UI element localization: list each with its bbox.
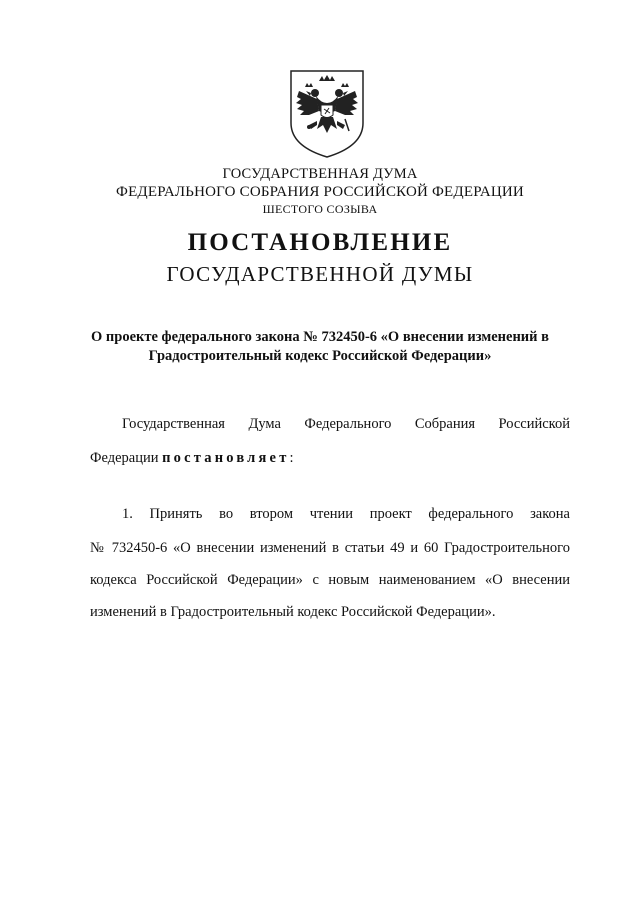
header-line-duma: ГОСУДАРСТВЕННАЯ ДУМА (222, 166, 418, 182)
item1-line-3 (90, 572, 570, 589)
item1-text-3: кодекса Российской Федерации» с новым наименованием «О внесении (90, 572, 570, 588)
resolves-word: постановляет (162, 450, 290, 466)
subject-line-2: Градостроительный кодекс Российской Федерации» (148, 348, 492, 364)
preamble-federation: Федерации (90, 450, 159, 466)
document-subtitle: ГОСУДАРСТВЕННОЙ ДУМЫ (166, 262, 474, 286)
document-title: ПОСТАНОВЛЕНИЕ (187, 229, 453, 256)
header-line-federal-assembly: ФЕДЕРАЛЬНОГО СОБРАНИЯ РОССИЙСКОЙ ФЕДЕРАЦИИ (116, 184, 524, 200)
item1-text-1: 1. Принять во втором чтении проект федерального закона (122, 506, 570, 522)
item1-line-1 (122, 506, 570, 523)
header-line-convocation: ШЕСТОГО СОЗЫВА (262, 202, 378, 216)
subject-line-1: О проекте федерального закона № 732450-6 «О внесении изменений в (91, 329, 549, 345)
item1-text-4: изменений в Градостроительный кодекс Российской Федерации». (90, 604, 496, 620)
item1-text-2: № 732450-6 «О внесении изменений в статьи 49 и 60 Градостроительного (90, 540, 570, 556)
preamble-line-1 (122, 416, 570, 433)
item1-line-4 (90, 604, 570, 621)
preamble-colon: : (289, 450, 294, 466)
coat-of-arms-icon (287, 67, 367, 159)
preamble-line-2 (90, 450, 570, 467)
item1-line-2 (90, 540, 570, 557)
preamble-text-1: Государственная Дума Федерального Собрания Российской (122, 416, 570, 432)
